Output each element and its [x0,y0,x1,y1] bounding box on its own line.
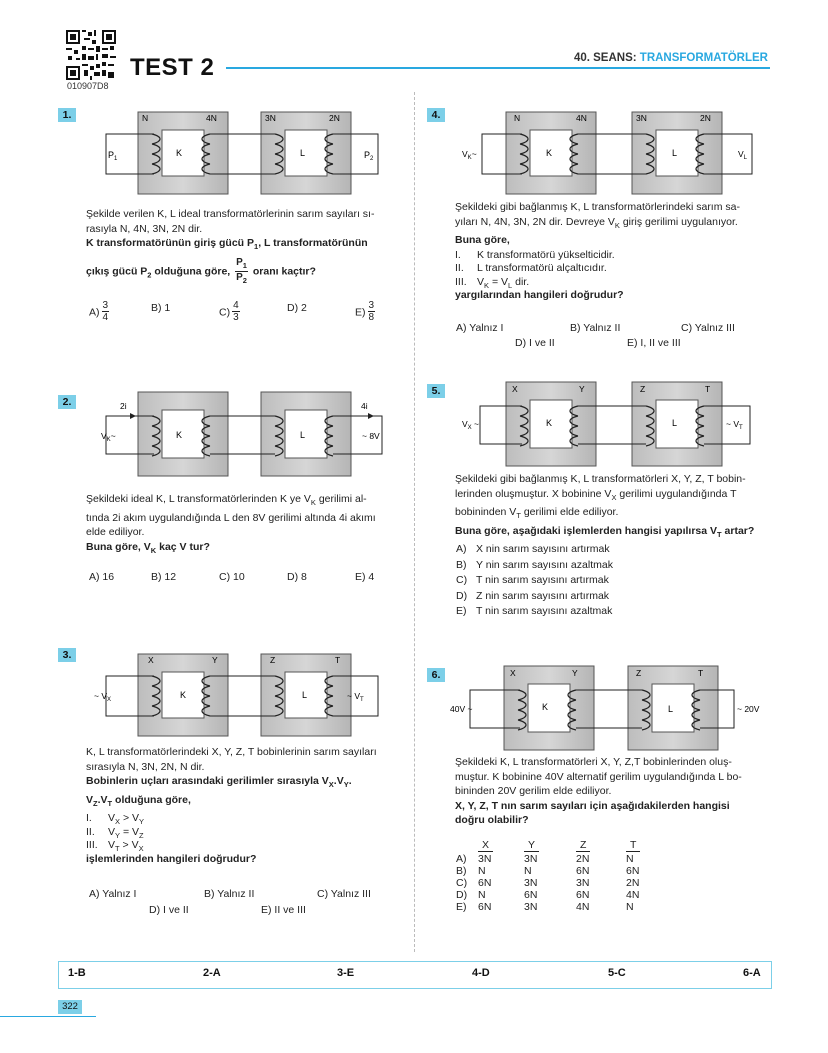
q5-transformer-diagram [462,378,762,468]
q1-label-p1: $P_1$ [108,150,118,162]
q5-option-a: A) X nin sarım sayısını artırmak [456,543,610,555]
q1-option-a: A) $\frac{3}{4}$ [89,300,109,323]
q1-label-n2: 4N [206,113,217,123]
q6-label-y: Y [572,668,578,678]
topic-label: TRANSFORMATÖRLER [639,52,768,64]
q2-option-c: C) 10 [219,571,245,583]
q3-option-e: E) II ve III [261,904,306,916]
q4-label-n4: 2N [700,113,711,123]
q6-transformer-diagram [448,662,770,752]
q2-label-v8: ~ 8V [362,431,380,441]
q5-text: Şekildeki gibi bağlanmış K, L transformatörleri X, Y, Z, T bobin- lerinden oluşmuştur. X bobinine $V_X$ gerilimi uygulandığında T bobininden $V_T$ gerilimi elde ediliyor. Buna göre, aşağıdaki işlemlerden hangisi yapılırsa $V_T$ artar? [455,473,755,539]
q3-text: K, L transformatörlerindeki X, Y, Z, T bobinlerinin sarım sayıları sırasıyla N, 3N, 2N, N dir. Bobinlerin uçları arasındaki gerilimler sırasıyla $V_X.V_Y$. $V_Z.V_T$ olduğuna göre, I. $V_X > V_Y$ II. $V_Y = V_Z$ III. $V_T > V_X$ işlemlerinden hangileri doğrudur? [86,746,377,865]
q5-option-e: E) T nin sarım sayısını azaltmak [456,605,613,617]
q2-label-vk: $V_K\sim$ [101,431,116,443]
q5-label-vx: $V_X$ ~ [462,419,480,431]
q6-col-x: X [478,839,493,852]
q3-label-z: Z [270,655,276,665]
q6-label-x: X [510,668,516,678]
q6-col-z: Z [576,839,590,852]
q4-transformer-diagram [462,108,762,196]
q5-label-vt: ~ $V_T$ [726,419,743,431]
q2-label-i2: 4i [361,401,368,411]
qr-code-label: 010907D8 [67,81,109,91]
q3-option-b: B) Yalnız II [204,888,255,900]
q6-col-y: Y [524,839,539,852]
q2-transformer-diagram [100,388,390,480]
column-divider [414,92,415,952]
q5-label-l: L [672,418,678,428]
q6-label-v20: ~ 20V [737,704,760,714]
q4-option-a: A) Yalnız I [456,322,504,334]
question-number-2: 2. [58,395,76,409]
question-number-3: 3. [58,648,76,662]
q2-label-k: K [176,430,183,440]
q6-text: Şekildeki K, L transformatörleri X, Y, Z,T bobinlerinden oluş- muştur. K bobinine 40V alternatif gerilim uygulandığında L bo- bininden 20V gerilim elde ediliyor. X, Y, Z, T nın sarım sayıları için aşağıdakilerden hangisi doğru olabilir? [455,756,742,826]
q3-label-y: Y [212,655,218,665]
header-rule [226,67,770,69]
q4-options [456,322,768,352]
q2-label-l: L [300,430,306,440]
q5-option-b: B) Y nin sarım sayısını azaltmak [456,558,613,571]
q4-label-n3: 3N [636,113,647,123]
q5-label-y: Y [579,384,585,394]
q6-row-d: D) N 6N 6N 4N [456,889,640,901]
q6-row-c: C) 6N 3N 3N 2N [456,877,640,889]
q4-option-c: C) Yalnız III [681,322,735,334]
q6-label-l: L [668,704,674,714]
q1-label-l: L [300,148,306,158]
q1-option-c: C) $\frac{4}{3}$ [219,300,239,323]
q6-label-z: Z [636,668,642,678]
answer-1: 1-B [68,967,86,979]
q1-label-n3: 3N [265,113,276,123]
q3-option-a: A) Yalnız I [89,888,137,900]
answer-4: 4-D [472,967,490,979]
q4-label-vk: $V_K\sim$ [462,149,477,161]
answer-3: 3-E [337,967,355,979]
q3-label-x: X [148,655,154,665]
q1-option-d: D) 2 [287,302,307,314]
q5-label-x: X [512,384,518,394]
q6-row-a: A) 3N 3N 2N N [456,853,634,865]
q1-text: Şekilde verilen K, L ideal transformatörlerinin sarım sayıları sı- rasıyla N, 4N, 3N, 2N dir. K transformatörünün giriş gücü $P_1$, L transformatörünün çıkış gücü $P_2$ olduğuna göre, $\frac{P_1}{P_2}$ oranı kaçtır? [86,208,375,285]
test-title: TEST 2 [130,54,215,81]
q1-transformer-diagram [100,108,390,196]
q3-label-l: L [302,690,308,700]
answer-5: 5-C [608,967,626,979]
answer-6: 6-A [743,967,761,979]
q4-option-d: D) I ve II [515,337,555,349]
page-number: 322 [58,1000,82,1014]
q2-option-a: A) 16 [89,571,115,583]
q2-label-i1: 2i [120,401,127,411]
q2-option-e: E) 4 [355,571,375,583]
q1-option-e: E) $\frac{3}{8}$ [355,300,375,323]
q5-label-k: K [546,418,553,428]
q6-options-table [456,838,676,913]
q1-label-p2: $P_2$ [364,150,374,162]
q4-text: Şekildeki gibi bağlanmış K, L transformatörlerindeki sarım sa- yıları N, 4N, 3N, 2N dir. Devreye $V_K$ giriş gerilimi uygulanıyor. Buna göre, I. K transformatörü yükselticidir. II. L transformatörü alçaltıcıdır. III. $V_K = V_L$ dir. yargılarından hangileri doğrudur? [455,201,740,302]
q5-label-z: Z [640,384,646,394]
q5-option-c: C) T nin sarım sayısını artırmak [456,574,609,586]
answer-2: 2-A [203,967,221,979]
q2-options [89,571,399,585]
q4-label-vl: $V_L$ [738,149,748,161]
q6-col-t: T [626,839,640,852]
q2-option-d: D) 8 [287,571,307,583]
q2-option-b: B) 12 [151,571,177,583]
q6-label-v40: 40V ~ [450,704,473,714]
q1-option-b: B) 1 [151,302,171,314]
q6-label-t: T [698,668,704,678]
q1-label-n4: 2N [329,113,340,123]
q4-label-n1: N [514,113,521,123]
q3-option-c: C) Yalnız III [317,888,371,900]
q5-label-t: T [705,384,711,394]
q3-transformer-diagram [94,650,390,740]
question-number-6: 6. [427,668,445,682]
question-number-5: 5. [427,384,445,398]
q4-option-e: E) I, II ve III [627,337,681,349]
q1-options [89,293,399,321]
question-number-1: 1. [58,108,76,122]
q3-label-t: T [335,655,341,665]
q4-label-l: L [672,148,678,158]
q3-label-vx: ~ $V_X$ [94,691,112,703]
answer-key-box [58,961,772,989]
q5-option-d: D) Z nin sarım sayısını artırmak [456,589,610,602]
q3-options [89,888,399,918]
session-heading: 40. SEANS: TRANSFORMATÖRLER [573,52,768,64]
footer-rule [0,1016,96,1017]
qr-code-icon [66,30,116,80]
q1-label-k: K [176,148,183,158]
q3-label-k: K [180,690,187,700]
q4-label-k: K [546,148,553,158]
q6-row-b: B) N N 6N 6N [456,865,640,877]
question-number-4: 4. [427,108,445,122]
q3-label-vt: ~ $V_T$ [347,691,364,703]
q2-text: Şekildeki ideal K, L transformatörlerinden K ye $V_K$ gerilimi al- tında 2i akım uygulandığında L den 8V gerilimi altında 4i akımı elde ediliyor. Buna göre, $V_K$ kaç V tur? [86,493,376,555]
q6-row-e: E) 6N 3N 4N N [456,901,634,913]
q3-option-d: D) I ve II [149,904,189,916]
q4-option-b: B) Yalnız II [570,322,621,334]
q1-label-n1: N [142,113,149,123]
q5-options [456,542,766,620]
q4-label-n2: 4N [576,113,587,123]
q6-label-k: K [542,702,549,712]
